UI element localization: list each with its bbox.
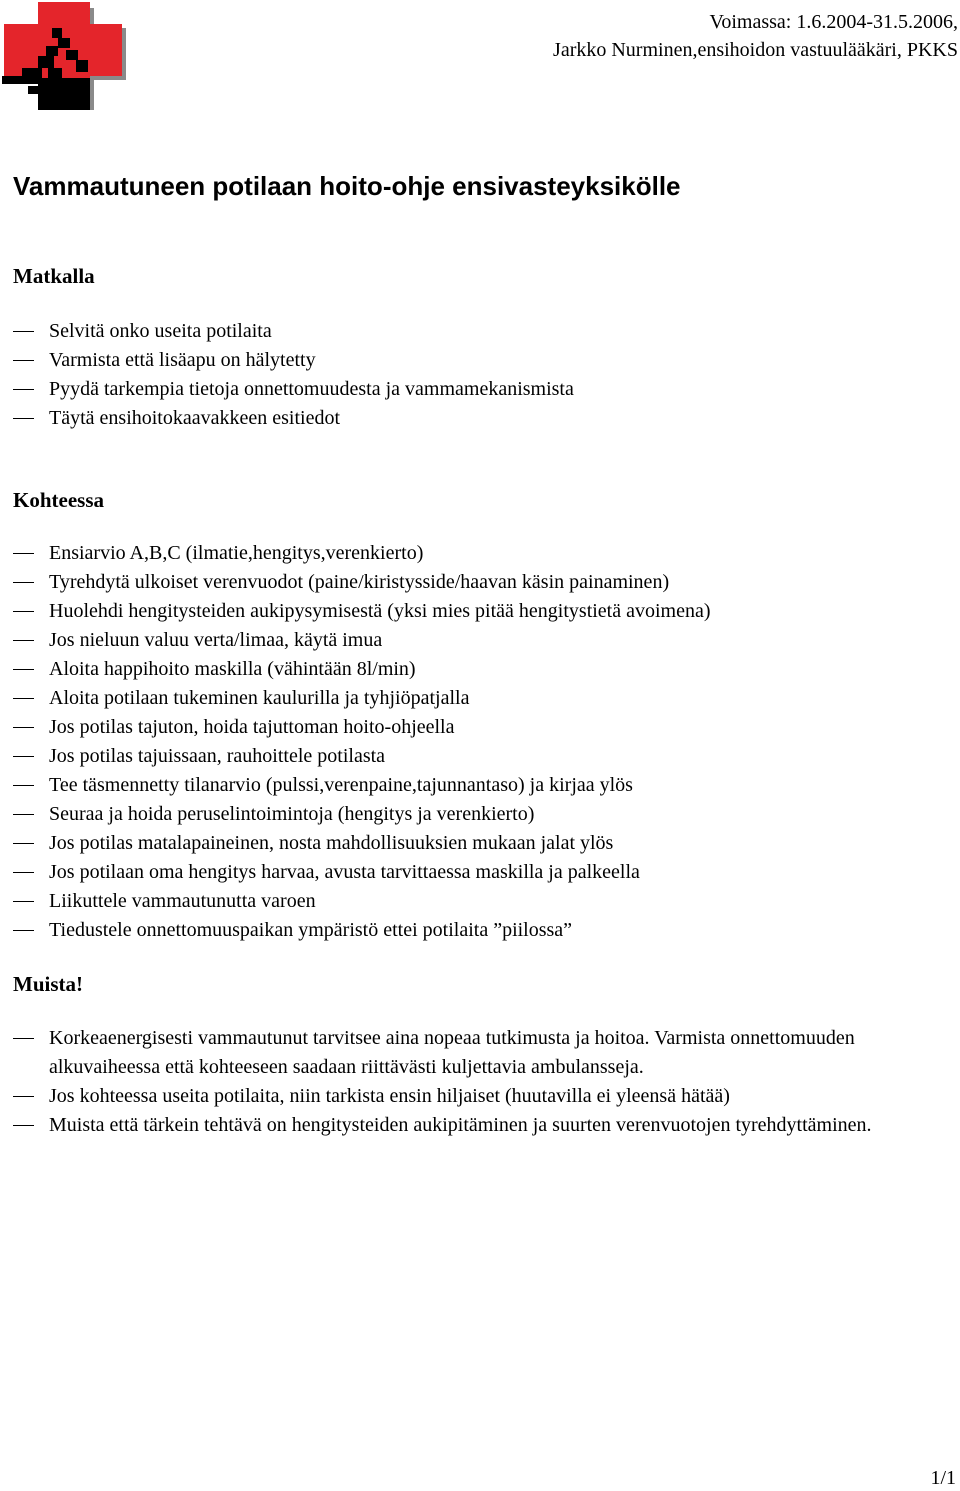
- section-heading-kohteessa: Kohteessa: [13, 488, 104, 512]
- list-item: Tyrehdytä ulkoiset verenvuodot (paine/kiristysside/haavan käsin painaminen): [0, 568, 940, 597]
- list-item: Jos potilaan oma hengitys harvaa, avusta tarvittaessa maskilla ja palkeella: [0, 858, 940, 887]
- dash-bullet-icon: [13, 360, 34, 361]
- page-title: Vammautuneen potilaan hoito-ohje ensivasteyksikölle: [13, 171, 681, 201]
- dash-bullet-icon: [13, 901, 34, 902]
- list-item: Aloita potilaan tukeminen kaulurilla ja tyhjiöpatjalla: [0, 684, 940, 713]
- dash-bullet-icon: [13, 553, 34, 554]
- page-number: 1/1: [930, 1467, 956, 1489]
- list-item: Aloita happihoito maskilla (vähintään 8l/min): [0, 655, 940, 684]
- list-item: Täytä ensihoitokaavakkeen esitiedot: [0, 404, 940, 433]
- section-heading-matkalla: Matkalla: [13, 264, 95, 288]
- dash-bullet-icon: [13, 1038, 34, 1039]
- list-kohteessa: [0, 539, 940, 945]
- red-cross-logo-icon: [2, 2, 126, 110]
- dash-bullet-icon: [13, 418, 34, 419]
- dash-bullet-icon: [13, 698, 34, 699]
- validity-period: Voimassa: 1.6.2004-31.5.2006,: [709, 11, 958, 33]
- dash-bullet-icon: [13, 389, 34, 390]
- list-item: Korkeaenergisesti vammautunut tarvitsee aina nopeaa tutkimusta ja hoitoa. Varmista onnettomuuden alkuvaiheessa että kohteeseen saadaan riittävästi kuljettavia ambulansseja.: [0, 1024, 940, 1082]
- list-item: Jos potilas matalapaineinen, nosta mahdollisuuksien mukaan jalat ylös: [0, 829, 940, 858]
- dash-bullet-icon: [13, 582, 34, 583]
- list-item: Tiedustele onnettomuuspaikan ympäristö ettei potilaita ”piilossa”: [0, 916, 940, 945]
- list-item: Liikuttele vammautunutta varoen: [0, 887, 940, 916]
- list-item: Jos potilas tajuissaan, rauhoittele potilasta: [0, 742, 940, 771]
- dash-bullet-icon: [13, 756, 34, 757]
- list-muista: [0, 1024, 940, 1140]
- dash-bullet-icon: [13, 611, 34, 612]
- dash-bullet-icon: [13, 930, 34, 931]
- document-author: Jarkko Nurminen,ensihoidon vastuulääkäri, PKKS: [553, 39, 958, 61]
- dash-bullet-icon: [13, 872, 34, 873]
- list-item: Jos potilas tajuton, hoida tajuttoman hoito-ohjeella: [0, 713, 940, 742]
- list-item: Selvitä onko useita potilaita: [0, 317, 940, 346]
- list-item: Varmista että lisäapu on hälytetty: [0, 346, 940, 375]
- list-item: Pyydä tarkempia tietoja onnettomuudesta ja vammamekanismista: [0, 375, 940, 404]
- dash-bullet-icon: [13, 1096, 34, 1097]
- dash-bullet-icon: [13, 727, 34, 728]
- list-item: Seuraa ja hoida peruselintoimintoja (hengitys ja verenkierto): [0, 800, 940, 829]
- dash-bullet-icon: [13, 669, 34, 670]
- section-heading-muista: Muista!: [13, 972, 83, 996]
- list-item: Ensiarvio A,B,C (ilmatie,hengitys,verenkierto): [0, 539, 940, 568]
- list-matkalla: [0, 317, 940, 433]
- document-meta: [553, 8, 958, 64]
- dash-bullet-icon: [13, 843, 34, 844]
- dash-bullet-icon: [13, 814, 34, 815]
- list-item: Muista että tärkein tehtävä on hengitysteiden aukipitäminen ja suurten verenvuotojen tyrehdyttäminen.: [0, 1111, 940, 1140]
- list-item: Tee täsmennetty tilanarvio (pulssi,verenpaine,tajunnantaso) ja kirjaa ylös: [0, 771, 940, 800]
- dash-bullet-icon: [13, 785, 34, 786]
- dash-bullet-icon: [13, 331, 34, 332]
- list-item: Huolehdi hengitysteiden aukipysymisestä (yksi mies pitää hengitystietä avoimena): [0, 597, 940, 626]
- list-item: Jos kohteessa useita potilaita, niin tarkista ensin hiljaiset (huutavilla ei yleensä hätää): [0, 1082, 940, 1111]
- dash-bullet-icon: [13, 1125, 34, 1126]
- dash-bullet-icon: [13, 640, 34, 641]
- list-item: Jos nieluun valuu verta/limaa, käytä imua: [0, 626, 940, 655]
